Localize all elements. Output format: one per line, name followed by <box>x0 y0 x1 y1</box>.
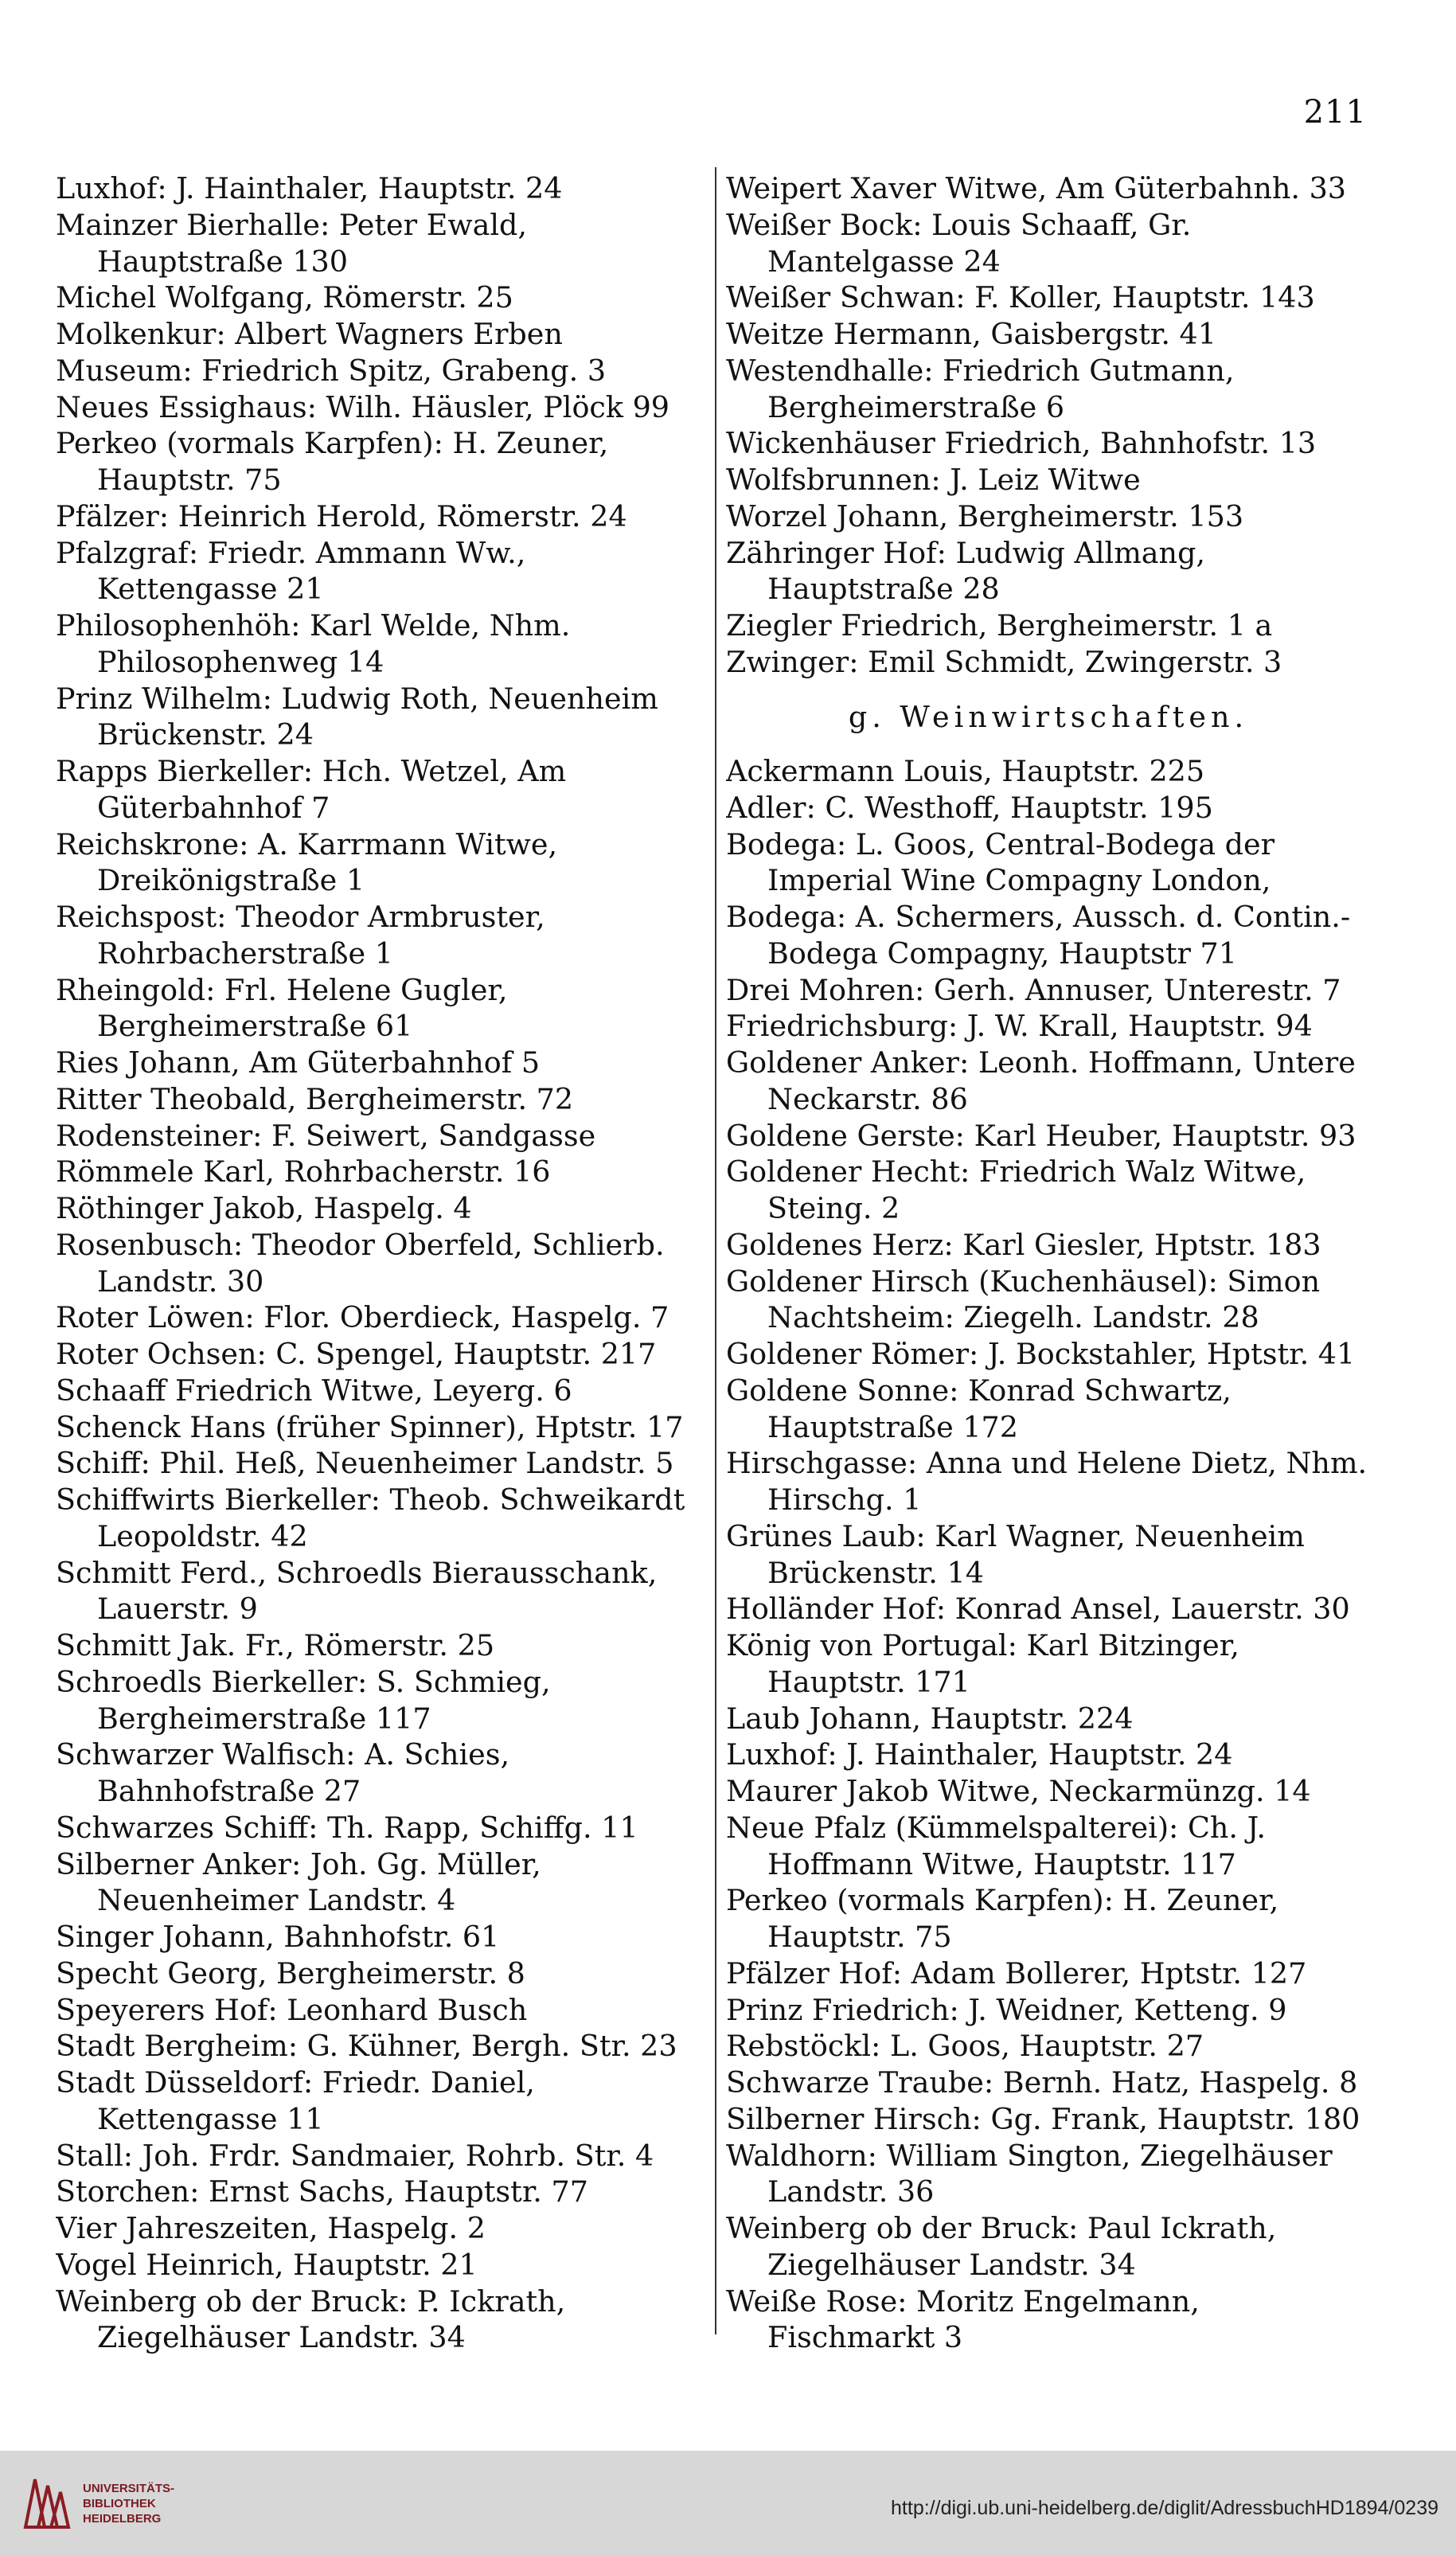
directory-entry: Goldene Gerste: Karl Heuber, Hauptstr. 93 <box>726 1118 1356 1153</box>
directory-entry: Goldene Sonne: Konrad Schwartz, Hauptstraße 172 <box>726 1373 1232 1444</box>
left-column <box>56 170 701 2356</box>
directory-entry: Perkeo (vormals Karpfen): H. Zeuner, Hauptstr. 75 <box>726 1883 1279 1954</box>
directory-entry: Schroedls Bierkeller: S. Schmieg, Bergheimerstraße 117 <box>56 1664 551 1736</box>
directory-entry: Bodega: L. Goos, Central-Bodega der Imperial Wine Compagny London, <box>726 826 1275 898</box>
directory-entry: Drei Mohren: Gerh. Annuser, Unterestr. 7 <box>726 972 1341 1007</box>
directory-entry: Michel Wolfgang, Römerstr. 25 <box>56 280 513 315</box>
directory-entry: Museum: Friedrich Spitz, Grabeng. 3 <box>56 353 607 388</box>
directory-entry: Roter Ochsen: C. Spengel, Hauptstr. 217 <box>56 1337 657 1371</box>
directory-entry: Ritter Theobald, Bergheimerstr. 72 <box>56 1081 574 1116</box>
directory-entry: Rheingold: Frl. Helene Gugler, Bergheimerstraße 61 <box>56 972 508 1044</box>
directory-entry: Neues Essighaus: Wilh. Häusler, Plöck 99 <box>56 389 670 424</box>
directory-entry: Weitze Hermann, Gaisbergstr. 41 <box>726 317 1216 351</box>
directory-entry: Schwarzer Walfisch: A. Schies, Bahnhofstraße 27 <box>56 1737 510 1808</box>
right-column-top <box>726 170 1371 681</box>
directory-entry: Rapps Bierkeller: Hch. Wetzel, Am Güterbahnhof 7 <box>56 754 567 825</box>
directory-entry: Luxhof: J. Hainthaler, Hauptstr. 24 <box>726 1737 1233 1772</box>
directory-entry: Pfälzer: Heinrich Herold, Römerstr. 24 <box>56 498 627 533</box>
directory-entry: Weipert Xaver Witwe, Am Güterbahnh. 33 <box>726 171 1347 205</box>
directory-entry: Molkenkur: Albert Wagners Erben <box>56 317 563 351</box>
directory-entry: Schenck Hans (früher Spinner), Hptstr. 17 <box>56 1409 684 1444</box>
directory-entry: Goldener Anker: Leonh. Hoffmann, Untere Neckarstr. 86 <box>726 1045 1356 1116</box>
right-column-bottom <box>726 753 1371 2356</box>
directory-entry: Grünes Laub: Karl Wagner, Neuenheim Brückenstr. 14 <box>726 1518 1305 1590</box>
directory-entry: Singer Johann, Bahnhofstr. 61 <box>56 1920 500 1954</box>
library-logo-icon <box>18 2471 73 2535</box>
library-line-2: BIBLIOTHEK <box>83 2497 156 2510</box>
library-line-3: HEIDELBERG <box>83 2512 162 2526</box>
directory-entry: Reichskrone: A. Karrmann Witwe, Dreikönigstraße 1 <box>56 826 558 898</box>
footer-bar <box>0 2451 1456 2555</box>
directory-entry: Weinberg ob der Bruck: Paul Ickrath, Ziegelhäuser Landstr. 34 <box>726 2211 1277 2282</box>
directory-entry: Weiße Rose: Moritz Engelmann, Fischmarkt 3 <box>726 2283 1200 2355</box>
directory-entry: Stadt Düsseldorf: Friedr. Daniel, Kettengasse 11 <box>56 2065 535 2136</box>
directory-entry: Stall: Joh. Frdr. Sandmaier, Rohrb. Str. 4 <box>56 2138 654 2173</box>
directory-entry: Goldener Römer: J. Bockstahler, Hptstr. 41 <box>726 1337 1356 1371</box>
directory-entry: Weinberg ob der Bruck: P. Ickrath, Ziegelhäuser Landstr. 34 <box>56 2283 566 2355</box>
directory-entry: Silberner Hirsch: Gg. Frank, Hauptstr. 180 <box>726 2101 1360 2136</box>
directory-entry: Röthinger Jakob, Haspelg. 4 <box>56 1191 472 1225</box>
directory-entry: Silberner Anker: Joh. Gg. Müller, Neuenheimer Landstr. 4 <box>56 1846 541 1918</box>
directory-entry: Prinz Wilhelm: Ludwig Roth, Neuenheim Brückenstr. 24 <box>56 681 658 752</box>
directory-entry: Storchen: Ernst Sachs, Hauptstr. 77 <box>56 2174 588 2209</box>
directory-entry: Reichspost: Theodor Armbruster, Rohrbacherstraße 1 <box>56 900 545 971</box>
directory-entry: Luxhof: J. Hainthaler, Hauptstr. 24 <box>56 171 563 205</box>
directory-entry: Worzel Johann, Bergheimerstr. 153 <box>726 498 1244 533</box>
directory-entry: Roter Löwen: Flor. Oberdieck, Haspelg. 7 <box>56 1300 669 1335</box>
library-line-1: UNIVERSITÄTS- <box>83 2482 175 2495</box>
directory-entry: Philosophenhöh: Karl Welde, Nhm. Philosophenweg 14 <box>56 608 571 679</box>
directory-entry: Vier Jahreszeiten, Haspelg. 2 <box>56 2211 486 2245</box>
directory-entry: Weißer Schwan: F. Koller, Hauptstr. 143 <box>726 280 1315 315</box>
directory-entry: Pfalzgraf: Friedr. Ammann Ww., Kettengasse 21 <box>56 535 526 607</box>
directory-entry: Waldhorn: William Sington, Ziegelhäuser Landstr. 36 <box>726 2138 1333 2209</box>
directory-entry: Schmitt Jak. Fr., Römerstr. 25 <box>56 1628 495 1662</box>
directory-entry: Stadt Bergheim: G. Kühner, Bergh. Str. 23 <box>56 2029 677 2064</box>
section-heading: g. Weinwirtschaften. <box>848 699 1249 734</box>
directory-entry: Wolfsbrunnen: J. Leiz Witwe <box>726 463 1141 497</box>
directory-entry: Mainzer Bierhalle: Peter Ewald, Hauptstraße 130 <box>56 207 527 279</box>
directory-entry: Römmele Karl, Rohrbacherstr. 16 <box>56 1154 551 1190</box>
directory-entry: Rebstöckl: L. Goos, Hauptstr. 27 <box>726 2029 1204 2064</box>
directory-entry: Schaaff Friedrich Witwe, Leyerg. 6 <box>56 1373 572 1408</box>
directory-entry: Bodega: A. Schermers, Aussch. d. Contin.-Bodega Compagny, Hauptstr 71 <box>726 900 1351 971</box>
directory-entry: Neue Pfalz (Kümmelspalterei): Ch. J. Hoffmann Witwe, Hauptstr. 117 <box>726 1810 1266 1881</box>
directory-entry: Schmitt Ferd., Schroedls Bierausschank, Lauerstr. 9 <box>56 1555 658 1627</box>
directory-entry: König von Portugal: Karl Bitzinger, Hauptstr. 171 <box>726 1628 1239 1699</box>
directory-entry: Vogel Heinrich, Hauptstr. 21 <box>56 2247 478 2282</box>
directory-entry: Laub Johann, Hauptstr. 224 <box>726 1701 1134 1736</box>
right-column <box>726 170 1371 2356</box>
directory-entry: Prinz Friedrich: J. Weidner, Ketteng. 9 <box>726 1992 1287 2027</box>
directory-entry: Adler: C. Westhoff, Hauptstr. 195 <box>726 790 1213 825</box>
directory-entry: Perkeo (vormals Karpfen): H. Zeuner, Hauptstr. 75 <box>56 426 609 497</box>
directory-entry: Westendhalle: Friedrich Gutmann, Bergheimerstraße 6 <box>726 353 1235 424</box>
directory-entry: Goldenes Herz: Karl Giesler, Hptstr. 183 <box>726 1227 1321 1262</box>
directory-entry: Ackermann Louis, Hauptstr. 225 <box>726 754 1205 788</box>
directory-entry: Hirschgasse: Anna und Helene Dietz, Nhm. Hirschg. 1 <box>726 1446 1368 1517</box>
directory-entry: Schiffwirts Bierkeller: Theob. Schweikardt Leopoldstr. 42 <box>56 1483 685 1553</box>
column-divider <box>715 167 716 2334</box>
directory-entry: Ziegler Friedrich, Bergheimerstr. 1 a <box>726 608 1273 643</box>
directory-entry: Ries Johann, Am Güterbahnhof 5 <box>56 1045 541 1080</box>
directory-entry: Goldener Hecht: Friedrich Walz Witwe, Steing. 2 <box>726 1154 1306 1225</box>
directory-entry: Schiff: Phil. Heß, Neuenheimer Landstr. 5 <box>56 1446 674 1481</box>
directory-entry: Specht Georg, Bergheimerstr. 8 <box>56 1955 525 1990</box>
directory-entry: Goldener Hirsch (Kuchenhäusel): Simon Nachtsheim: Ziegelh. Landstr. 28 <box>726 1264 1321 1335</box>
directory-entry: Pfälzer Hof: Adam Bollerer, Hptstr. 127 <box>726 1955 1307 1990</box>
directory-entry: Schwarzes Schiff: Th. Rapp, Schiffg. 11 <box>56 1810 638 1845</box>
directory-entry: Rodensteiner: F. Seiwert, Sandgasse <box>56 1118 596 1153</box>
directory-entry: Holländer Hof: Konrad Ansel, Lauerstr. 30 <box>726 1592 1350 1627</box>
page-number: 211 <box>1303 94 1367 131</box>
directory-entry: Schwarze Traube: Bernh. Hatz, Haspelg. 8 <box>726 2065 1358 2100</box>
source-url-link[interactable]: http://digi.ub.uni-heidelberg.de/diglit/AdressbuchHD1894/0239 <box>891 2497 1438 2519</box>
directory-entry: Zwinger: Emil Schmidt, Zwingerstr. 3 <box>726 644 1282 679</box>
library-name <box>83 2481 174 2526</box>
directory-entry: Maurer Jakob Witwe, Neckarmünzg. 14 <box>726 1774 1311 1808</box>
directory-entry: Zähringer Hof: Ludwig Allmang, Hauptstraße 28 <box>726 535 1206 607</box>
directory-entry: Weißer Bock: Louis Schaaff, Gr. Mantelgasse 24 <box>726 207 1192 279</box>
directory-entry: Wickenhäuser Friedrich, Bahnhofstr. 13 <box>726 426 1317 461</box>
directory-entry: Friedrichsburg: J. W. Krall, Hauptstr. 94 <box>726 1009 1313 1044</box>
directory-entry: Rosenbusch: Theodor Oberfeld, Schlierb. Landstr. 30 <box>56 1227 665 1299</box>
directory-entry: Speyerers Hof: Leonhard Busch <box>56 1992 528 2027</box>
